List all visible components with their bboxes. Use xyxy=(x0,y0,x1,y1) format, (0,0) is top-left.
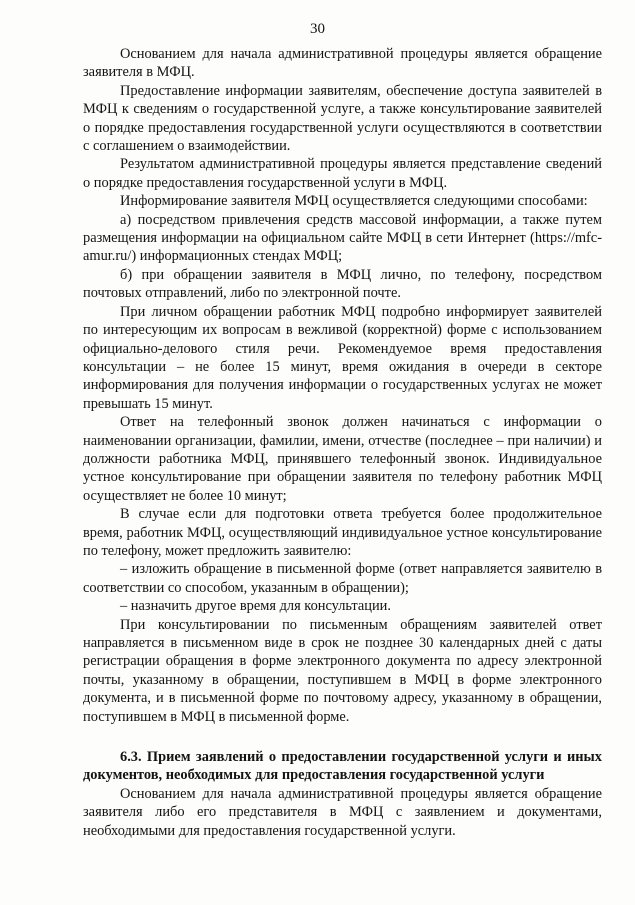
paragraph-section-basis: Основанием для начала административной процедуры является обращение заявителя либо его представителя в МФЦ с заявлением и документами, необходимыми для предоставления государственной услуги. xyxy=(83,785,602,839)
paragraph-basis: Основанием для начала административной процедуры является обращение заявителя в МФЦ. xyxy=(83,46,602,81)
page-content xyxy=(83,45,602,840)
list-item-mass-media: а) посредством привлечения средств массовой информации, а также путем размещения информации на официальном сайте МФЦ в сети Интернет (https://mfc-amur.ru/) информационных стендах МФЦ; xyxy=(83,211,602,265)
paragraph-phone-answer: Ответ на телефонный звонок должен начинаться с информации о наименовании организации, фамилии, имени, отчестве (последнее – при наличии) и должности работника МФЦ, принявшего телефонный звонок. Индивидуальное устное консультирование при обращении заявителя по телефону работник МФЦ осуществляет не более 10 минут; xyxy=(83,414,602,504)
section-heading: 6.3. Прием заявлений о предоставлении государственной услуги и иных документов, необходимых для предоставления государственной услуги xyxy=(83,749,602,784)
paragraph-information-provision: Предоставление информации заявителям, обеспечение доступа заявителей в МФЦ к сведениям о государственной услуге, а также консультирование заявителей о порядке предоставления государственной услуги осуществляются в соответствии с соглашением о взаимодействии. xyxy=(83,82,602,155)
list-item-written-form: – изложить обращение в письменной форме (ответ направляется заявителю в соответствии со способом, указанным в обращении); xyxy=(83,561,602,596)
paragraph-informing-methods: Информирование заявителя МФЦ осуществляется следующими способами: xyxy=(120,193,588,210)
paragraph-result: Результатом административной процедуры является представление сведений о порядке предоставления государственной услуги в МФЦ. xyxy=(83,156,602,191)
paragraph-written-consultation: При консультировании по письменным обращениям заявителей ответ направляется в письменном виде в срок не позднее 30 календарных дней с даты регистрации обращения в форме электронного документа по адресу электронной почты, указанному в обращении, поступившем в МФЦ в форме электронного документа, и в письменной форме по почтовому адресу, указанному в обращении, поступившем в МФЦ в письменной форме. xyxy=(83,616,602,725)
list-item-other-time: – назначить другое время для консультации. xyxy=(120,598,391,615)
list-item-personal-appeal: б) при обращении заявителя в МФЦ лично, по телефону, посредством почтовых отправлений, либо по электронной почте. xyxy=(83,266,602,302)
paragraph-personal-consultation: При личном обращении работник МФЦ подробно информирует заявителей по интересующим их вопросам в вежливой (корректной) форме с использованием официально-делового стиля речи. Рекомендуемое время предоставления консультации – не более 15 минут, время ожидания в очереди в секторе информирования для получения информации о государственных услугах не может превышать 15 минут. xyxy=(83,303,602,412)
page-number: 30 xyxy=(310,21,325,37)
paragraph-longer-preparation: В случае если для подготовки ответа требуется более продолжительное время, работник МФЦ, осуществляющий индивидуальное устное консультирование по телефону, может предложить заявителю: xyxy=(83,506,602,559)
